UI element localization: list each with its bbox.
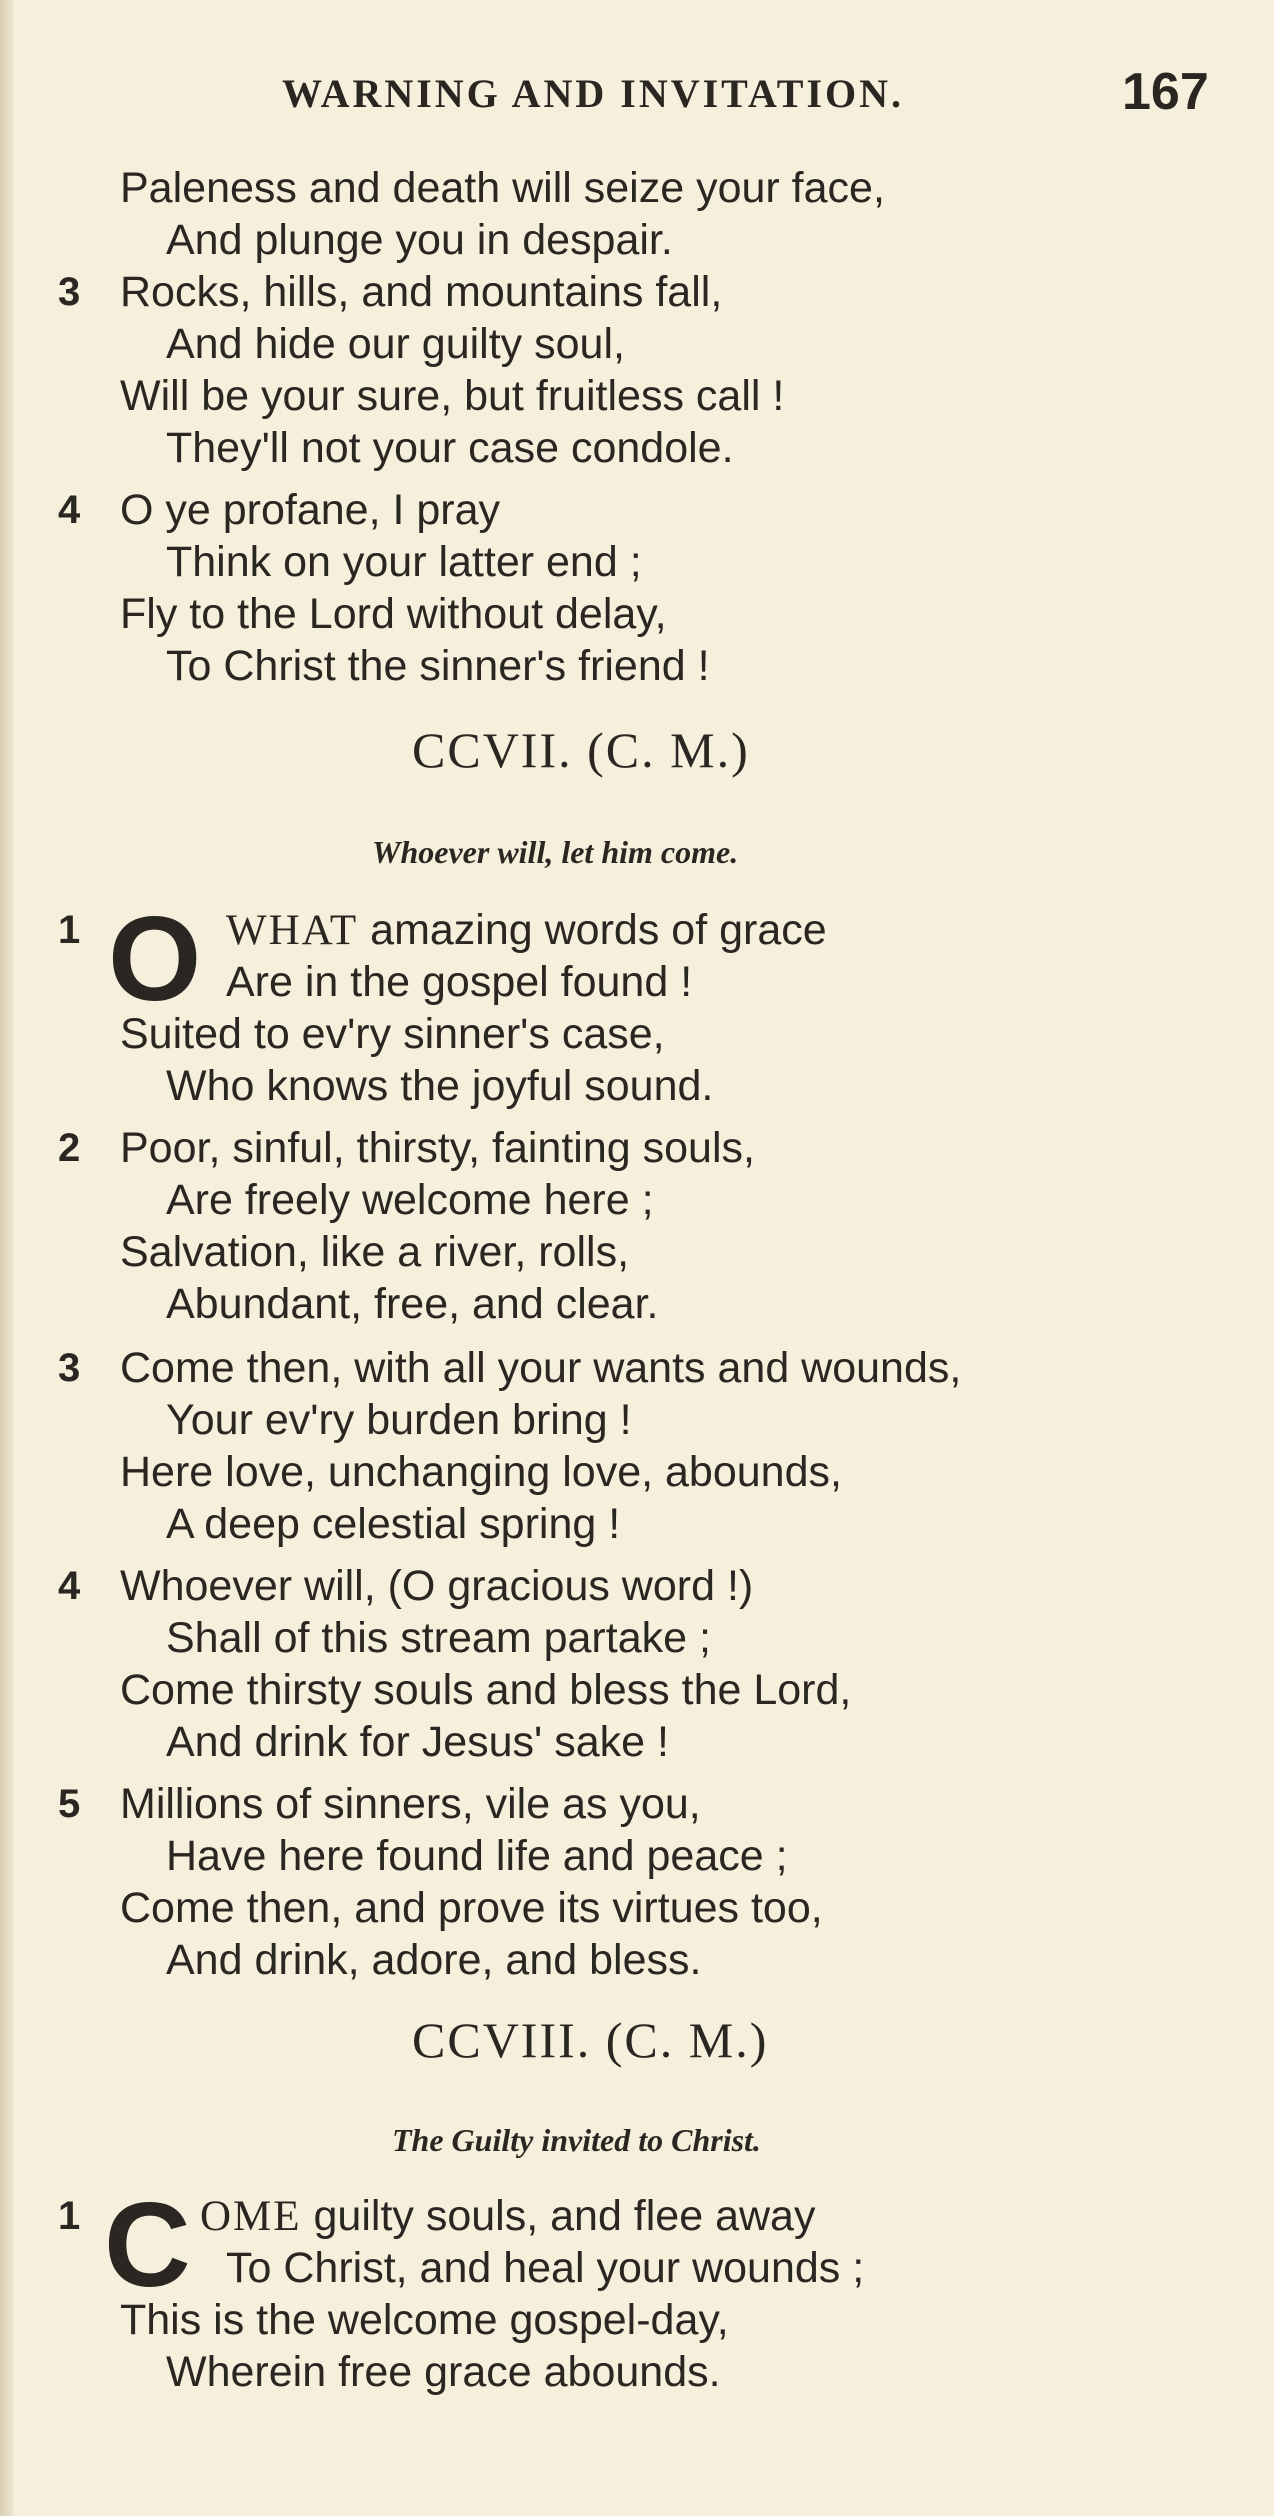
verse-line: They'll not your case condole.: [166, 424, 734, 472]
verse-line: Fly to the Lord without delay,: [120, 590, 667, 638]
verse-line: And hide our guilty soul,: [166, 320, 625, 368]
page-number: 167: [1122, 63, 1209, 121]
verse-line: Abundant, free, and clear.: [166, 1280, 659, 1328]
verse-number: 4: [58, 488, 81, 532]
first-word: OME: [200, 2193, 302, 2240]
verse-line: To Christ, and heal your wounds ;: [226, 2244, 865, 2292]
continued-line: And plunge you in despair.: [166, 216, 673, 264]
hymn-number: CCVII. (C. M.): [412, 722, 750, 778]
verse-line: Think on your latter end ;: [166, 538, 642, 586]
verse-line: Come then, and prove its virtues too,: [120, 1884, 823, 1932]
verse-line: To Christ the sinner's friend !: [166, 642, 710, 690]
verse-line: Who knows the joyful sound.: [166, 1062, 714, 1110]
verse-line: Rocks, hills, and mountains fall,: [120, 268, 723, 316]
verse-line: Shall of this stream partake ;: [166, 1614, 711, 1662]
verse-line: Your ev'ry burden bring !: [166, 1396, 632, 1444]
verse-line: This is the welcome gospel-day,: [120, 2296, 729, 2344]
verse-line: Here love, unchanging love, abounds,: [120, 1448, 842, 1496]
verse-line: A deep celestial spring !: [166, 1500, 621, 1548]
verse-first-line: [226, 904, 827, 957]
verse-line: Are freely welcome here ;: [166, 1176, 654, 1224]
verse-first-line: [200, 2190, 815, 2243]
verse-line: And drink, adore, and bless.: [166, 1936, 702, 1984]
verse-line: O ye profane, I pray: [120, 486, 501, 534]
verse-number: 2: [58, 1126, 81, 1170]
verse-line: Come thirsty souls and bless the Lord,: [120, 1666, 852, 1714]
page-header: [0, 62, 1274, 122]
page-gutter: [0, 0, 14, 2516]
verse-line: Come then, with all your wants and wounds,: [120, 1344, 962, 1392]
verse-line: Whoever will, (O gracious word !): [120, 1562, 754, 1610]
verse-number: 1: [58, 908, 81, 952]
drop-cap: C: [104, 2178, 191, 2312]
hymn-subtitle: Whoever will, let him come.: [372, 834, 739, 870]
verse-line: And drink for Jesus' sake !: [166, 1718, 669, 1766]
verse-line: Suited to ev'ry sinner's case,: [120, 1010, 665, 1058]
hymn-number: CCVIII. (C. M.): [412, 2012, 769, 2068]
first-line-rest: amazing words of grace: [358, 906, 827, 954]
first-word: WHAT: [226, 907, 359, 954]
running-title: WARNING AND INVITATION.: [282, 71, 905, 116]
verse-line: Millions of sinners, vile as you,: [120, 1780, 701, 1828]
verse-line: Wherein free grace abounds.: [166, 2348, 721, 2396]
first-line-rest: guilty souls, and flee away: [301, 2192, 816, 2240]
verse-number: 4: [58, 1564, 81, 1608]
verse-number: 1: [58, 2194, 81, 2238]
verse-line: Salvation, like a river, rolls,: [120, 1228, 630, 1276]
verse-number: 5: [58, 1782, 81, 1826]
hymn-subtitle: The Guilty invited to Christ.: [392, 2122, 761, 2158]
verse-number: 3: [58, 1346, 81, 1390]
verse-line: Have here found life and peace ;: [166, 1832, 788, 1880]
verse-line: Will be your sure, but fruitless call !: [120, 372, 785, 420]
verse-line: Poor, sinful, thirsty, fainting souls,: [120, 1124, 755, 1172]
drop-cap: O: [108, 892, 202, 1026]
verse-line: Are in the gospel found !: [226, 958, 693, 1006]
verse-number: 3: [58, 270, 81, 314]
continued-line: Paleness and death will seize your face,: [120, 164, 885, 212]
